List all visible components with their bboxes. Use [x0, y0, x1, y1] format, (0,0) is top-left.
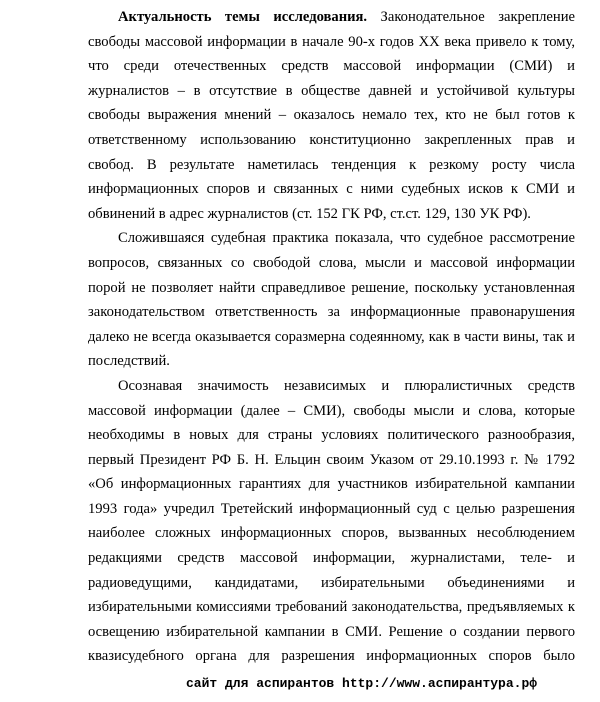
text-line: ответственному использованию конституционно закрепленных прав и: [88, 131, 575, 148]
text-line: свободы массовой информации в начале 90-х годов XX века привело к тому,: [88, 33, 575, 50]
text-line: радиоведущими, кандидатами, избирательными объединениями и: [88, 574, 575, 591]
text-line: наиболее сложных информационных споров, вызванных несоблюдением: [88, 525, 575, 542]
text-line: последствий.: [88, 353, 170, 370]
text-line: массовой информации (далее – СМИ), свободы мысли и слова, которые: [88, 402, 575, 419]
text-line: Осознавая значимость независимых и плюралистичных средств: [118, 377, 575, 394]
text-line: редакциями средств массовой информации, журналистами, теле- и: [88, 550, 575, 567]
text-line: первый Президент РФ Б. Н. Ельцин своим Указом от 29.10.1993 г. № 1792: [88, 451, 575, 468]
paragraph-relevance: [88, 5, 575, 226]
text-fragment: Законодательное закрепление: [380, 9, 575, 25]
section-heading: Актуальность темы исследования.: [118, 9, 368, 25]
text-line: информационных споров и связанных с ними судебных исков к СМИ и: [88, 181, 575, 198]
document-page: [88, 5, 575, 669]
paragraph-judicial-practice: [88, 226, 575, 374]
text-line: журналистов – в отсутствие в обществе давней и устойчивой культуры: [88, 82, 575, 99]
site-watermark: сайт для аспирантов http://www.аспирантура.рф: [186, 676, 538, 691]
text-line: избирательными комиссиями требований законодательства, предъявляемых к: [88, 599, 575, 616]
text-line: 1993 года» учредил Третейский информационный суд с целью разрешения: [88, 500, 575, 517]
text-line: освещению избирательной кампании в СМИ. Решение о создании первого: [88, 623, 575, 640]
text-line: Сложившаяся судебная практика показала, что судебное рассмотрение: [118, 230, 575, 247]
paragraph-information-court: [88, 374, 575, 669]
text-line: порой не позволяет найти справедливое решение, поскольку установленная: [88, 279, 575, 296]
text-line: необходимы в новых для страны условиях политического разнообразия,: [88, 427, 575, 444]
text-line: что среди отечественных средств массовой информации (СМИ) и: [88, 58, 575, 75]
text-line: [88, 5, 575, 30]
text-line: «Об информационных гарантиях для участников избирательной кампании: [88, 476, 575, 493]
text-line: законодательством ответственность за информационные правонарушения: [88, 304, 575, 321]
text-line: свобод. В результате наметилась тенденция к резкому росту числа: [88, 156, 575, 173]
text-line: свободы выражения мнений – оказалось немало тех, кто не был готов к: [88, 107, 575, 124]
text-line: далеко не всегда оказывается соразмерна содеянному, как в части вины, так и: [88, 328, 575, 345]
text-line: вопросов, связанных со свободой слова, мысли и массовой информации: [88, 254, 575, 271]
text-line: обвинений в адрес журналистов (ст. 152 ГК РФ, ст.ст. 129, 130 УК РФ).: [88, 205, 531, 222]
text-line: квазисудебного органа для разрешения информационных споров было: [88, 648, 575, 665]
